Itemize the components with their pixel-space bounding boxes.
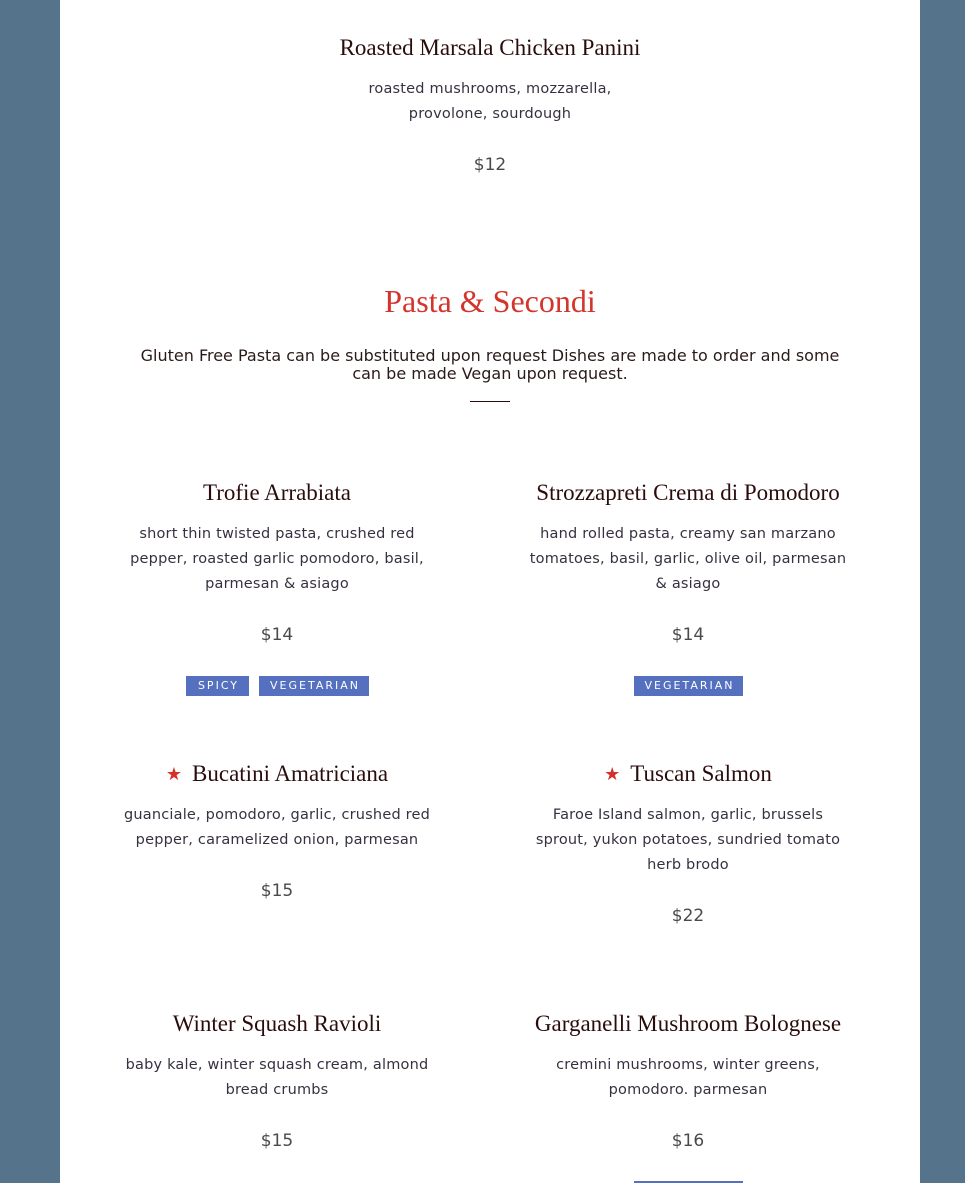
description-line: tomatoes, basil, garlic, olive oil, parmesan <box>529 551 847 567</box>
item-price: $22 <box>671 906 705 926</box>
description-line: herb brodo <box>647 857 729 873</box>
spicy-badge: SPICY <box>186 676 249 696</box>
description-line: cremini mushrooms, winter greens, <box>556 1057 820 1073</box>
description-line: short thin twisted pasta, crushed red <box>139 526 415 542</box>
description-line: Faroe Island salmon, garlic, brussels <box>552 807 824 823</box>
item-title: Tuscan Salmon <box>630 761 772 786</box>
description-line: parmesan & asiago <box>205 576 349 592</box>
section-divider <box>470 401 510 402</box>
vegetarian-badge: VEGETARIAN <box>259 676 369 696</box>
star-icon: ★ <box>604 764 621 784</box>
description-line: & asiago <box>655 576 721 592</box>
menu-panel <box>60 0 920 1183</box>
description-line: roasted mushrooms, mozzarella, <box>368 81 612 97</box>
item-title-row <box>127 760 427 789</box>
note-line: can be made Vegan upon request. <box>352 364 628 383</box>
item-price: $15 <box>260 1131 294 1151</box>
description-line: guanciale, pomodoro, garlic, crushed red <box>123 807 431 823</box>
item-title: Bucatini Amatriciana <box>192 761 389 786</box>
description-line: bread crumbs <box>225 1082 329 1098</box>
item-description <box>523 522 853 597</box>
item-title: Garganelli Mushroom Bolognese <box>534 1011 842 1036</box>
section-note <box>130 347 850 383</box>
item-price: $15 <box>260 881 294 901</box>
item-description <box>117 1053 437 1103</box>
item-title: Winter Squash Ravioli <box>172 1011 382 1036</box>
item-price: $16 <box>671 1131 705 1151</box>
item-description <box>117 803 437 853</box>
description-line: sprout, yukon potatoes, sundried tomato <box>535 832 841 848</box>
item-title: Roasted Marsala Chicken Panini <box>339 35 641 60</box>
description-line: provolone, sourdough <box>408 106 572 122</box>
section-title: Pasta & Secondi <box>384 283 596 319</box>
item-price: $14 <box>671 625 705 645</box>
item-price: $14 <box>260 625 294 645</box>
star-icon: ★ <box>165 764 183 784</box>
description-line: pepper, roasted garlic pomodoro, basil, <box>130 551 424 567</box>
item-title: Trofie Arrabiata <box>203 480 351 505</box>
item-description <box>290 77 690 127</box>
description-line: baby kale, winter squash cream, almond <box>125 1057 429 1073</box>
item-description <box>528 803 848 878</box>
note-line: Gluten Free Pasta can be substituted upon request Dishes are made to order and some <box>140 346 840 365</box>
item-title: Strozzapreti Crema di Pomodoro <box>536 480 840 505</box>
description-line: hand rolled pasta, creamy san marzano <box>540 526 836 542</box>
vegetarian-badge: VEGETARIAN <box>634 676 743 696</box>
item-description <box>528 1053 848 1103</box>
item-price: $12 <box>473 155 507 175</box>
item-description <box>117 522 437 597</box>
description-line: pepper, caramelized onion, parmesan <box>135 832 419 848</box>
description-line: pomodoro. parmesan <box>608 1082 768 1098</box>
item-title-row <box>538 760 838 789</box>
